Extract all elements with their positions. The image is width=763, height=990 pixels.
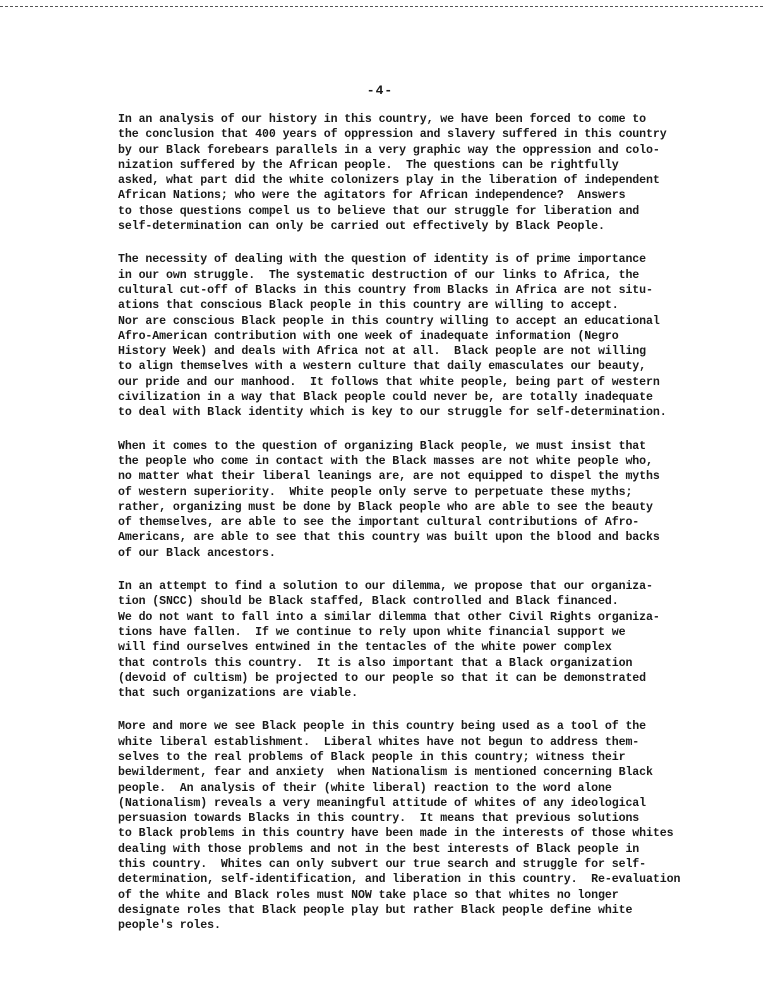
text-line: to those questions compel us to believe that our struggle for liberation and [118, 204, 640, 218]
top-dotted-rule [0, 6, 763, 7]
text-line: that controls this country. It is also important that a Black organization [118, 656, 633, 670]
text-line: ations that conscious Black people in this country are willing to accept. [118, 299, 619, 313]
paragraph-5 [118, 719, 730, 933]
text-line: to align themselves with a western culture that daily emasculates our beauty, [118, 360, 647, 374]
text-line: of our Black ancestors. [118, 546, 276, 560]
text-line: to Black problems in this country have been made in the interests of those whites [118, 827, 674, 841]
text-line: African Nations; who were the agitators for African independence? Answers [118, 189, 626, 203]
text-line: of the white and Black roles must NOW take place so that whites no longer [118, 888, 619, 902]
text-line: self-determination can only be carried out effectively by Black People. [118, 220, 605, 234]
text-line: people. An analysis of their (white liberal) reaction to the word alone [118, 781, 612, 795]
text-line: Afro-American contribution with one week of inadequate information (Negro [118, 329, 619, 343]
text-line: that such organizations are viable. [118, 687, 359, 701]
text-line: In an analysis of our history in this country, we have been forced to come to [118, 113, 647, 126]
text-line: nization suffered by the African people. The questions can be rightfully [118, 158, 619, 172]
text-line: the conclusion that 400 years of oppression and slavery suffered in this country [118, 128, 667, 142]
text-line: no matter what their liberal leanings are, are not equipped to dispel the myths [118, 470, 660, 484]
paragraph-4 [118, 579, 730, 701]
text-line: people's roles. [118, 919, 221, 933]
text-line: tions have fallen. If we continue to rely upon white financial support we [118, 625, 626, 639]
text-line: this country. Whites can only subvert our true search and struggle for self- [118, 858, 647, 872]
text-line: the people who come in contact with the Black masses are not white people who, [118, 454, 653, 468]
page-number: -4- [366, 83, 394, 98]
text-line: to deal with Black identity which is key to our struggle for self-determination. [118, 406, 667, 420]
text-line: determination, self-identification, and liberation in this country. Re-evaluation [118, 873, 681, 887]
text-line: Nor are conscious Black people in this country willing to accept an educational [118, 314, 660, 328]
text-line: in our own struggle. The systematic destruction of our links to Africa, the [118, 268, 640, 282]
text-line: by our Black forebears parallels in a very graphic way the oppression and colo- [118, 143, 660, 157]
text-line: selves to the real problems of Black people in this country; witness their [118, 750, 626, 764]
text-line: persuasion towards Blacks in this country. It means that previous solutions [118, 812, 640, 826]
text-line: designate roles that Black people play but rather Black people define white [118, 903, 633, 917]
text-line: (devoid of cultism) be projected to our people so that it can be demonstrated [118, 671, 647, 685]
paragraph-3 [118, 439, 730, 561]
text-line: (Nationalism) reveals a very meaningful attitude of whites of any ideological [118, 796, 647, 810]
text-line: of western superiority. White people only serve to perpetuate these myths; [118, 485, 633, 499]
text-line: We do not want to fall into a similar dilemma that other Civil Rights organiza- [118, 610, 660, 624]
text-line: When it comes to the question of organizing Black people, we must insist that [118, 439, 647, 453]
text-line: asked, what part did the white colonizers play in the liberation of independent [118, 174, 660, 188]
document-body [118, 112, 730, 952]
text-line: More and more we see Black people in this country being used as a tool of the [118, 720, 647, 734]
paragraph-2 [118, 252, 730, 420]
text-line: of themselves, are able to see the important cultural contributions of Afro- [118, 516, 640, 530]
text-line: bewilderment, fear and anxiety when Nationalism is mentioned concerning Black [118, 766, 653, 780]
text-line: dealing with those problems and not in the best interests of Black people in [118, 842, 640, 856]
text-line: Americans, are able to see that this country was built upon the blood and backs [118, 531, 660, 545]
text-line: civilization in a way that Black people could never be, are totally inadequate [118, 391, 653, 405]
text-line: In an attempt to find a solution to our dilemma, we propose that our organiza- [118, 580, 653, 594]
text-line: The necessity of dealing with the question of identity is of prime importance [118, 253, 647, 267]
paragraph-1 [118, 112, 730, 234]
text-line: our pride and our manhood. It follows that white people, being part of western [118, 375, 660, 389]
text-line: cultural cut-off of Blacks in this country from Blacks in Africa are not situ- [118, 283, 653, 297]
text-line: rather, organizing must be done by Black people who are able to see the beauty [118, 500, 653, 514]
text-line: will find ourselves entwined in the tentacles of the white power complex [118, 641, 612, 655]
text-line: History Week) and deals with Africa not at all. Black people are not willing [118, 345, 647, 359]
text-line: white liberal establishment. Liberal whites have not begun to address them- [118, 735, 640, 749]
text-line: tion (SNCC) should be Black staffed, Black controlled and Black financed. [118, 595, 619, 609]
